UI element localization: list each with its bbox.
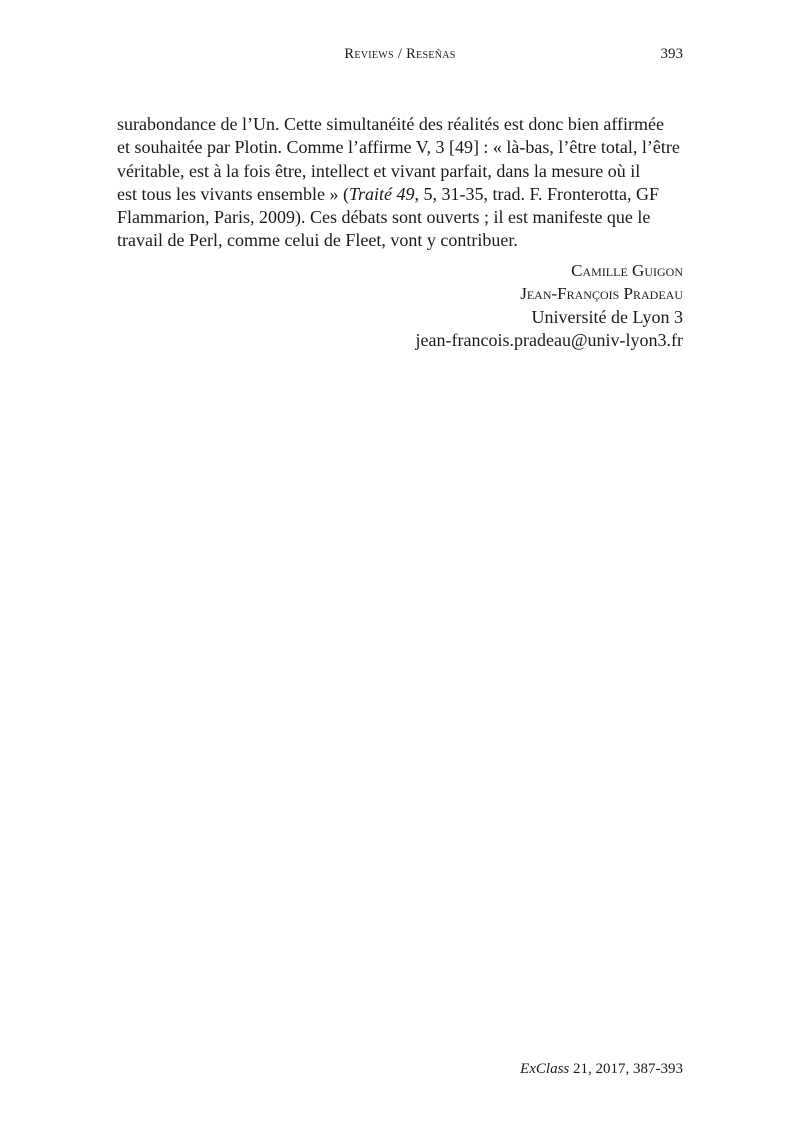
footer-citation xyxy=(117,1061,683,1078)
paragraph-line: surabondance de l’Un. Cette simultanéité des réalités est donc bien affirmée xyxy=(117,114,664,134)
author-email: jean-francois.pradeau@univ-lyon3.fr xyxy=(415,329,683,350)
paragraph-line: Flammarion, Paris, 2009). Ces débats sont ouverts ; il est manifeste que le xyxy=(117,207,651,228)
page-number: 393 xyxy=(660,46,683,62)
journal-name: ExClass xyxy=(520,1061,570,1077)
signature-block xyxy=(117,259,683,352)
running-header xyxy=(117,46,683,68)
citation-details: 21, 2017, 387-393 xyxy=(569,1061,683,1077)
paragraph-text: , 5, 31-35, trad. F. Fronterotta, GF xyxy=(414,183,660,204)
work-title: Traité 49 xyxy=(348,183,415,204)
author-name: Camille Guigon xyxy=(571,261,683,280)
body-paragraph xyxy=(117,113,683,253)
paragraph-line xyxy=(117,183,683,206)
paragraph-line: véritable, est à la fois être, intellect et vivant parfait, dans la mesure où il xyxy=(117,160,641,181)
affiliation: Université de Lyon 3 xyxy=(531,306,683,327)
running-title: Reviews / Reseñas xyxy=(344,46,456,62)
paragraph-line: travail de Perl, comme celui de Fleet, vont y contribuer. xyxy=(117,230,518,251)
author-name: Jean-François Pradeau xyxy=(520,284,683,304)
paragraph-text: est tous les vivants ensemble » ( xyxy=(117,183,349,204)
paragraph-line: et souhaitée par Plotin. Comme l’affirme V, 3 [49] : « là-bas, l’être total, l’être xyxy=(117,137,680,158)
